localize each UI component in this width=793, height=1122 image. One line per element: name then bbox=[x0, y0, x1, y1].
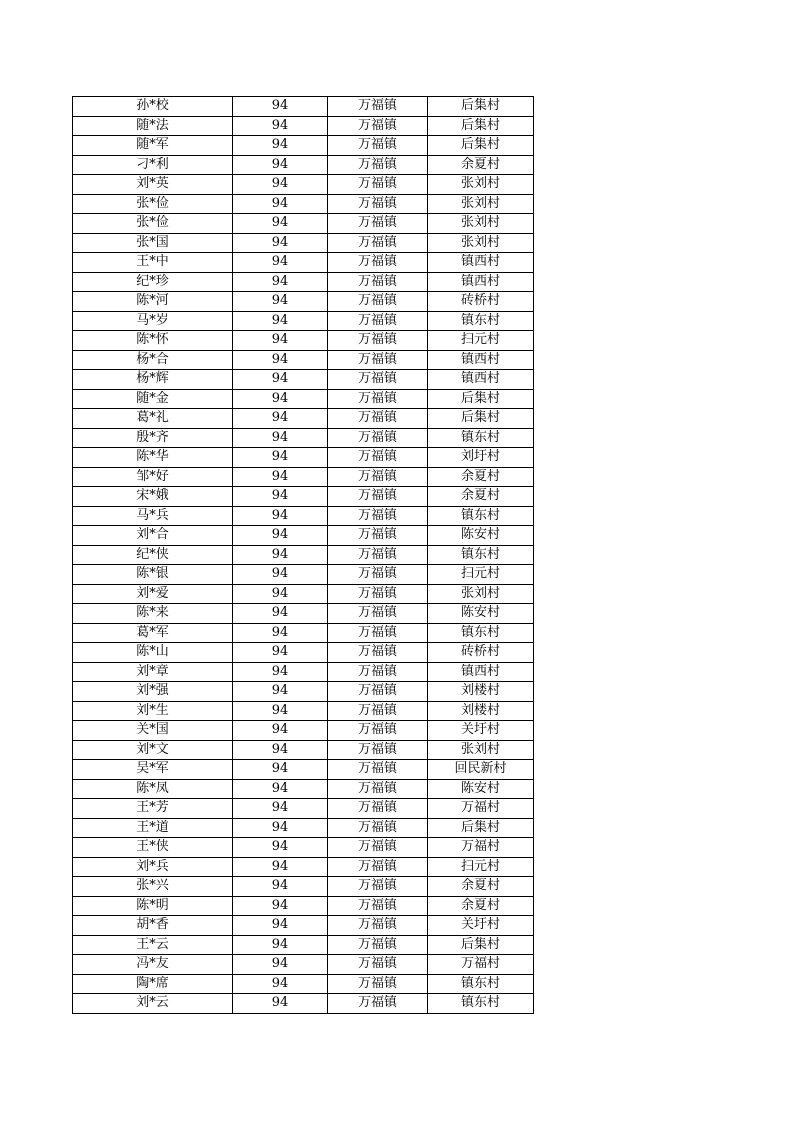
table-row bbox=[73, 935, 534, 955]
village-cell: 镇东村 bbox=[428, 428, 534, 448]
score-cell: 94 bbox=[233, 955, 328, 975]
name-cell: 刘*爱 bbox=[73, 584, 233, 604]
score-cell: 94 bbox=[233, 331, 328, 351]
data-table bbox=[72, 96, 534, 1014]
score-cell: 94 bbox=[233, 253, 328, 273]
score-cell: 94 bbox=[233, 623, 328, 643]
score-cell: 94 bbox=[233, 506, 328, 526]
name-cell: 关*国 bbox=[73, 721, 233, 741]
table-row bbox=[73, 311, 534, 331]
village-cell: 砖桥村 bbox=[428, 292, 534, 312]
score-cell: 94 bbox=[233, 838, 328, 858]
village-cell: 张刘村 bbox=[428, 740, 534, 760]
score-cell: 94 bbox=[233, 877, 328, 897]
village-cell: 镇东村 bbox=[428, 623, 534, 643]
name-cell: 宋*娥 bbox=[73, 487, 233, 507]
score-cell: 94 bbox=[233, 487, 328, 507]
score-cell: 94 bbox=[233, 526, 328, 546]
town-cell: 万福镇 bbox=[328, 136, 428, 156]
village-cell: 万福村 bbox=[428, 955, 534, 975]
town-cell: 万福镇 bbox=[328, 857, 428, 877]
table-row bbox=[73, 116, 534, 136]
town-cell: 万福镇 bbox=[328, 877, 428, 897]
score-cell: 94 bbox=[233, 857, 328, 877]
village-cell: 镇东村 bbox=[428, 311, 534, 331]
score-cell: 94 bbox=[233, 272, 328, 292]
score-cell: 94 bbox=[233, 155, 328, 175]
score-cell: 94 bbox=[233, 214, 328, 234]
table-row bbox=[73, 584, 534, 604]
name-cell: 纪*珍 bbox=[73, 272, 233, 292]
town-cell: 万福镇 bbox=[328, 350, 428, 370]
village-cell: 万福村 bbox=[428, 838, 534, 858]
score-cell: 94 bbox=[233, 428, 328, 448]
town-cell: 万福镇 bbox=[328, 506, 428, 526]
name-cell: 纪*侠 bbox=[73, 545, 233, 565]
score-cell: 94 bbox=[233, 896, 328, 916]
town-cell: 万福镇 bbox=[328, 175, 428, 195]
name-cell: 张*兴 bbox=[73, 877, 233, 897]
town-cell: 万福镇 bbox=[328, 994, 428, 1014]
score-cell: 94 bbox=[233, 175, 328, 195]
score-cell: 94 bbox=[233, 779, 328, 799]
table-row bbox=[73, 740, 534, 760]
score-cell: 94 bbox=[233, 97, 328, 117]
score-cell: 94 bbox=[233, 662, 328, 682]
score-cell: 94 bbox=[233, 740, 328, 760]
table-row bbox=[73, 194, 534, 214]
name-cell: 杨*辉 bbox=[73, 370, 233, 390]
name-cell: 杨*合 bbox=[73, 350, 233, 370]
village-cell: 后集村 bbox=[428, 116, 534, 136]
name-cell: 孙*校 bbox=[73, 97, 233, 117]
town-cell: 万福镇 bbox=[328, 565, 428, 585]
table-row bbox=[73, 545, 534, 565]
town-cell: 万福镇 bbox=[328, 467, 428, 487]
score-cell: 94 bbox=[233, 643, 328, 663]
town-cell: 万福镇 bbox=[328, 233, 428, 253]
town-cell: 万福镇 bbox=[328, 292, 428, 312]
table-body bbox=[73, 97, 534, 1014]
town-cell: 万福镇 bbox=[328, 253, 428, 273]
table-row bbox=[73, 233, 534, 253]
table-row bbox=[73, 487, 534, 507]
village-cell: 万福村 bbox=[428, 799, 534, 819]
town-cell: 万福镇 bbox=[328, 97, 428, 117]
name-cell: 陶*席 bbox=[73, 974, 233, 994]
town-cell: 万福镇 bbox=[328, 545, 428, 565]
town-cell: 万福镇 bbox=[328, 896, 428, 916]
village-cell: 后集村 bbox=[428, 97, 534, 117]
village-cell: 张刘村 bbox=[428, 175, 534, 195]
table-row bbox=[73, 214, 534, 234]
table-row bbox=[73, 467, 534, 487]
name-cell: 邹*好 bbox=[73, 467, 233, 487]
score-cell: 94 bbox=[233, 311, 328, 331]
score-cell: 94 bbox=[233, 721, 328, 741]
town-cell: 万福镇 bbox=[328, 272, 428, 292]
town-cell: 万福镇 bbox=[328, 155, 428, 175]
table-row bbox=[73, 97, 534, 117]
town-cell: 万福镇 bbox=[328, 779, 428, 799]
town-cell: 万福镇 bbox=[328, 448, 428, 468]
village-cell: 关圩村 bbox=[428, 916, 534, 936]
table-row bbox=[73, 857, 534, 877]
town-cell: 万福镇 bbox=[328, 701, 428, 721]
table-row bbox=[73, 409, 534, 429]
village-cell: 张刘村 bbox=[428, 233, 534, 253]
village-cell: 扫元村 bbox=[428, 857, 534, 877]
table-row bbox=[73, 155, 534, 175]
table-row bbox=[73, 623, 534, 643]
score-cell: 94 bbox=[233, 701, 328, 721]
score-cell: 94 bbox=[233, 292, 328, 312]
table-row bbox=[73, 838, 534, 858]
town-cell: 万福镇 bbox=[328, 331, 428, 351]
table-row bbox=[73, 428, 534, 448]
name-cell: 刘*云 bbox=[73, 994, 233, 1014]
score-cell: 94 bbox=[233, 448, 328, 468]
score-cell: 94 bbox=[233, 935, 328, 955]
name-cell: 王*中 bbox=[73, 253, 233, 273]
score-cell: 94 bbox=[233, 233, 328, 253]
village-cell: 余夏村 bbox=[428, 896, 534, 916]
name-cell: 随*金 bbox=[73, 389, 233, 409]
name-cell: 张*国 bbox=[73, 233, 233, 253]
name-cell: 刘*英 bbox=[73, 175, 233, 195]
village-cell: 陈安村 bbox=[428, 604, 534, 624]
score-cell: 94 bbox=[233, 994, 328, 1014]
village-cell: 张刘村 bbox=[428, 214, 534, 234]
town-cell: 万福镇 bbox=[328, 643, 428, 663]
name-cell: 刘*兵 bbox=[73, 857, 233, 877]
table-row bbox=[73, 662, 534, 682]
name-cell: 吴*军 bbox=[73, 760, 233, 780]
name-cell: 王*芳 bbox=[73, 799, 233, 819]
town-cell: 万福镇 bbox=[328, 682, 428, 702]
score-cell: 94 bbox=[233, 584, 328, 604]
town-cell: 万福镇 bbox=[328, 214, 428, 234]
score-cell: 94 bbox=[233, 116, 328, 136]
name-cell: 王*道 bbox=[73, 818, 233, 838]
village-cell: 余夏村 bbox=[428, 467, 534, 487]
village-cell: 后集村 bbox=[428, 935, 534, 955]
table-row bbox=[73, 760, 534, 780]
score-cell: 94 bbox=[233, 409, 328, 429]
village-cell: 关圩村 bbox=[428, 721, 534, 741]
town-cell: 万福镇 bbox=[328, 194, 428, 214]
village-cell: 后集村 bbox=[428, 818, 534, 838]
name-cell: 陈*明 bbox=[73, 896, 233, 916]
name-cell: 刁*利 bbox=[73, 155, 233, 175]
village-cell: 陈安村 bbox=[428, 526, 534, 546]
table-row bbox=[73, 877, 534, 897]
town-cell: 万福镇 bbox=[328, 370, 428, 390]
table-row bbox=[73, 448, 534, 468]
score-cell: 94 bbox=[233, 545, 328, 565]
town-cell: 万福镇 bbox=[328, 721, 428, 741]
town-cell: 万福镇 bbox=[328, 838, 428, 858]
name-cell: 冯*友 bbox=[73, 955, 233, 975]
village-cell: 镇西村 bbox=[428, 370, 534, 390]
village-cell: 余夏村 bbox=[428, 487, 534, 507]
table-row bbox=[73, 272, 534, 292]
name-cell: 刘*章 bbox=[73, 662, 233, 682]
score-cell: 94 bbox=[233, 799, 328, 819]
name-cell: 刘*文 bbox=[73, 740, 233, 760]
town-cell: 万福镇 bbox=[328, 526, 428, 546]
village-cell: 张刘村 bbox=[428, 194, 534, 214]
score-cell: 94 bbox=[233, 565, 328, 585]
name-cell: 胡*香 bbox=[73, 916, 233, 936]
table-row bbox=[73, 701, 534, 721]
table-row bbox=[73, 389, 534, 409]
table-row bbox=[73, 994, 534, 1014]
score-cell: 94 bbox=[233, 467, 328, 487]
name-cell: 陈*怀 bbox=[73, 331, 233, 351]
score-cell: 94 bbox=[233, 604, 328, 624]
score-cell: 94 bbox=[233, 370, 328, 390]
score-cell: 94 bbox=[233, 682, 328, 702]
table-row bbox=[73, 331, 534, 351]
score-cell: 94 bbox=[233, 389, 328, 409]
town-cell: 万福镇 bbox=[328, 916, 428, 936]
village-cell: 陈安村 bbox=[428, 779, 534, 799]
table-row bbox=[73, 682, 534, 702]
town-cell: 万福镇 bbox=[328, 409, 428, 429]
town-cell: 万福镇 bbox=[328, 818, 428, 838]
table-row bbox=[73, 955, 534, 975]
score-cell: 94 bbox=[233, 136, 328, 156]
table-row bbox=[73, 779, 534, 799]
table-row bbox=[73, 292, 534, 312]
village-cell: 余夏村 bbox=[428, 155, 534, 175]
name-cell: 刘*生 bbox=[73, 701, 233, 721]
village-cell: 后集村 bbox=[428, 389, 534, 409]
town-cell: 万福镇 bbox=[328, 955, 428, 975]
village-cell: 镇东村 bbox=[428, 506, 534, 526]
village-cell: 后集村 bbox=[428, 136, 534, 156]
table-row bbox=[73, 175, 534, 195]
name-cell: 陈*来 bbox=[73, 604, 233, 624]
village-cell: 回民新村 bbox=[428, 760, 534, 780]
table-row bbox=[73, 974, 534, 994]
table-row bbox=[73, 721, 534, 741]
name-cell: 陈*河 bbox=[73, 292, 233, 312]
town-cell: 万福镇 bbox=[328, 935, 428, 955]
village-cell: 后集村 bbox=[428, 409, 534, 429]
name-cell: 王*侠 bbox=[73, 838, 233, 858]
town-cell: 万福镇 bbox=[328, 584, 428, 604]
name-cell: 马*兵 bbox=[73, 506, 233, 526]
name-cell: 随*法 bbox=[73, 116, 233, 136]
table-row bbox=[73, 896, 534, 916]
village-cell: 镇西村 bbox=[428, 662, 534, 682]
table-row bbox=[73, 916, 534, 936]
name-cell: 陈*凤 bbox=[73, 779, 233, 799]
village-cell: 镇东村 bbox=[428, 974, 534, 994]
town-cell: 万福镇 bbox=[328, 487, 428, 507]
village-cell: 镇西村 bbox=[428, 272, 534, 292]
town-cell: 万福镇 bbox=[328, 604, 428, 624]
town-cell: 万福镇 bbox=[328, 974, 428, 994]
town-cell: 万福镇 bbox=[328, 116, 428, 136]
town-cell: 万福镇 bbox=[328, 799, 428, 819]
village-cell: 刘圩村 bbox=[428, 448, 534, 468]
table-row bbox=[73, 799, 534, 819]
table-row bbox=[73, 136, 534, 156]
name-cell: 葛*礼 bbox=[73, 409, 233, 429]
village-cell: 张刘村 bbox=[428, 584, 534, 604]
village-cell: 镇西村 bbox=[428, 253, 534, 273]
name-cell: 刘*合 bbox=[73, 526, 233, 546]
town-cell: 万福镇 bbox=[328, 740, 428, 760]
name-cell: 马*岁 bbox=[73, 311, 233, 331]
score-cell: 94 bbox=[233, 350, 328, 370]
name-cell: 张*俭 bbox=[73, 214, 233, 234]
table-row bbox=[73, 370, 534, 390]
table-row bbox=[73, 604, 534, 624]
village-cell: 镇西村 bbox=[428, 350, 534, 370]
village-cell: 砖桥村 bbox=[428, 643, 534, 663]
score-cell: 94 bbox=[233, 760, 328, 780]
name-cell: 陈*华 bbox=[73, 448, 233, 468]
village-cell: 余夏村 bbox=[428, 877, 534, 897]
score-cell: 94 bbox=[233, 818, 328, 838]
name-cell: 葛*军 bbox=[73, 623, 233, 643]
table-row bbox=[73, 643, 534, 663]
village-cell: 刘楼村 bbox=[428, 701, 534, 721]
name-cell: 殷*齐 bbox=[73, 428, 233, 448]
name-cell: 王*云 bbox=[73, 935, 233, 955]
village-cell: 刘楼村 bbox=[428, 682, 534, 702]
name-cell: 陈*银 bbox=[73, 565, 233, 585]
name-cell: 随*军 bbox=[73, 136, 233, 156]
town-cell: 万福镇 bbox=[328, 428, 428, 448]
table-row bbox=[73, 526, 534, 546]
score-cell: 94 bbox=[233, 974, 328, 994]
village-cell: 扫元村 bbox=[428, 565, 534, 585]
table-row bbox=[73, 253, 534, 273]
name-cell: 刘*强 bbox=[73, 682, 233, 702]
town-cell: 万福镇 bbox=[328, 760, 428, 780]
name-cell: 张*俭 bbox=[73, 194, 233, 214]
name-cell: 陈*山 bbox=[73, 643, 233, 663]
table-row bbox=[73, 506, 534, 526]
town-cell: 万福镇 bbox=[328, 662, 428, 682]
table-row bbox=[73, 350, 534, 370]
town-cell: 万福镇 bbox=[328, 389, 428, 409]
score-cell: 94 bbox=[233, 194, 328, 214]
town-cell: 万福镇 bbox=[328, 623, 428, 643]
table-row bbox=[73, 565, 534, 585]
town-cell: 万福镇 bbox=[328, 311, 428, 331]
table-row bbox=[73, 818, 534, 838]
village-cell: 镇东村 bbox=[428, 994, 534, 1014]
score-cell: 94 bbox=[233, 916, 328, 936]
village-cell: 镇东村 bbox=[428, 545, 534, 565]
village-cell: 扫元村 bbox=[428, 331, 534, 351]
